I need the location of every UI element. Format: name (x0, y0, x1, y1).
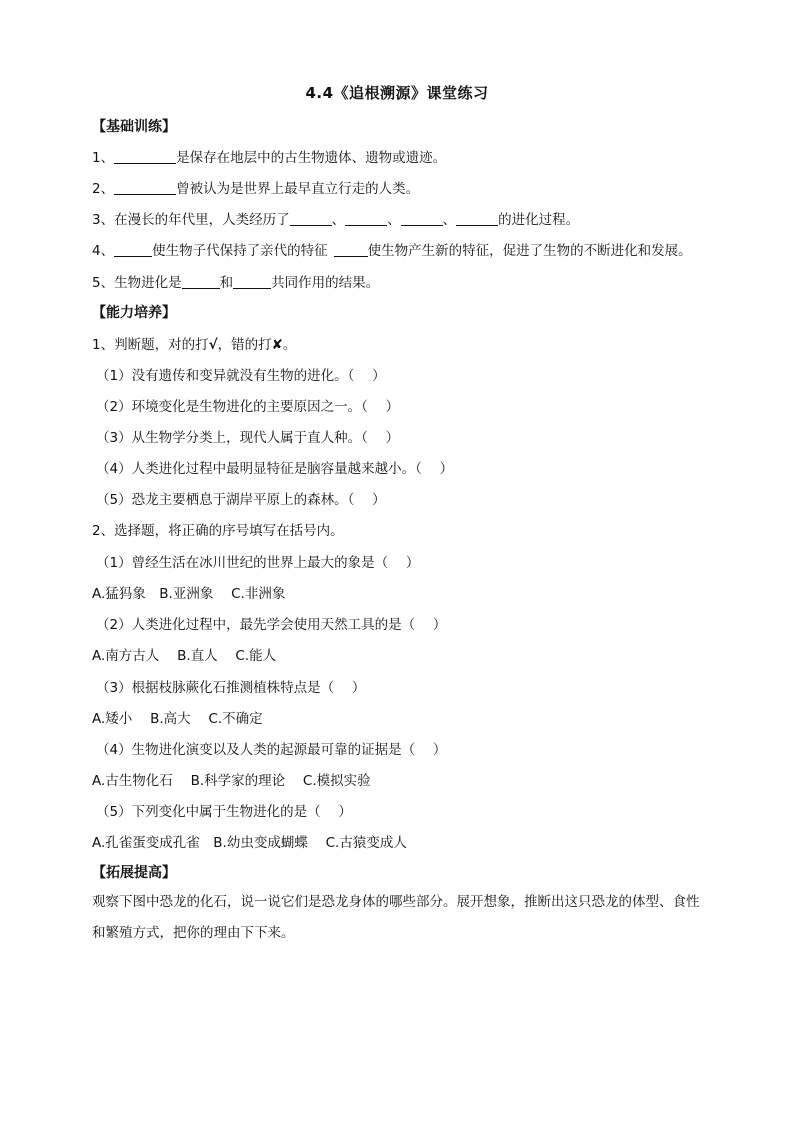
choice-question-4: （4）生物进化演变以及人类的起源最可靠的证据是（ ） (96, 742, 447, 758)
choice-options-2: A.南方古人 B.直人 C.能人 (92, 648, 277, 664)
choice-question-3: （3）根据枝脉蕨化石推测植株特点是（ ） (96, 680, 366, 696)
choice-question-2: （2）人类进化过程中，最先学会使用天然工具的是（ ） (96, 617, 447, 633)
q2-number: 2、 (92, 181, 115, 197)
q1-text: 是保存在地层中的古生物遗体、遗物或遗迹。 (176, 150, 447, 166)
answer-blank[interactable] (456, 211, 498, 226)
judge-item-5: （5）恐龙主要栖息于湖岸平原上的森林。（ ） (96, 492, 386, 508)
q5-text-a: 5、生物进化是 (92, 275, 182, 291)
answer-blank[interactable] (401, 211, 443, 226)
judge-item-4: （4）人类进化过程中最明显特征是脑容量越来越小。（ ） (96, 461, 454, 477)
judge-title-text: ，错的打 (217, 337, 272, 353)
answer-blank[interactable] (290, 211, 332, 226)
q3-text-end: 的进化过程。 (498, 212, 580, 228)
judge-title-text: 。 (282, 337, 297, 353)
basic-question-3 (92, 208, 579, 228)
q4-text-b: 使生物产生新的特征，促进了生物的不断进化和发展。 (367, 243, 692, 259)
section-basic-heading: 【基础训练】 (92, 119, 176, 135)
judge-title (92, 333, 296, 353)
choice-question-5: （5）下列变化中属于生物进化的是（ ） (96, 804, 352, 820)
check-mark-icon: √ (208, 337, 218, 353)
separator: 、 (331, 212, 346, 228)
answer-blank[interactable] (114, 149, 176, 164)
q5-text-c: 共同作用的结果。 (271, 275, 380, 291)
choice-options-1: A.猛犸象 B.亚洲象 C.非洲象 (92, 586, 286, 602)
answer-blank[interactable] (114, 180, 176, 195)
answer-blank[interactable] (334, 242, 368, 257)
judge-item-3: （3）从生物学分类上，现代人属于直人种。（ ） (96, 430, 400, 446)
judge-title-text: 1、判断题，对的打 (92, 337, 209, 353)
choice-options-3: A.矮小 B.高大 C.不确定 (92, 711, 263, 727)
q1-number: 1、 (92, 150, 115, 166)
answer-blank[interactable] (233, 274, 271, 289)
choice-options-4: A.古生物化石 B.科学家的理论 C.模拟实验 (92, 773, 371, 789)
answer-blank[interactable] (345, 211, 387, 226)
answer-blank[interactable] (114, 242, 152, 257)
cross-mark-icon: ✘ (271, 337, 283, 353)
judge-item-1: （1）没有遗传和变异就没有生物的进化。（ ） (96, 368, 386, 384)
choice-title: 2、选择题，将正确的序号填写在括号内。 (92, 523, 344, 539)
q2-text: 曾被认为是世界上最早直立行走的人类。 (176, 181, 420, 197)
basic-question-5 (92, 271, 379, 291)
judge-item-2: （2）环境变化是生物进化的主要原因之一。（ ） (96, 399, 400, 415)
basic-question-2 (92, 177, 419, 197)
separator: 、 (442, 212, 457, 228)
section-extend-heading: 【拓展提高】 (92, 865, 176, 881)
answer-blank[interactable] (182, 274, 220, 289)
separator: 、 (387, 212, 401, 228)
extend-paragraph: 观察下图中恐龙的化石，说一说它们是恐龙身体的哪些部分。展开想象，推断出这只恐龙的体型、食性和繁殖方式，把你的理由下下来。 (92, 894, 700, 941)
section-ability-heading: 【能力培养】 (92, 305, 176, 321)
page-title: 4.4《追根溯源》课堂练习 (305, 84, 489, 102)
q5-text-b: 和 (219, 275, 234, 291)
choice-question-1: （1）曾经生活在冰川世纪的世界上最大的象是（ ） (96, 555, 420, 571)
q3-text-start: 3、在漫长的年代里，人类经历了 (92, 212, 290, 228)
q4-text-a: 使生物子代保持了亲代的特征 (152, 243, 328, 259)
basic-question-4 (92, 239, 692, 259)
choice-options-5: A.孔雀蛋变成孔雀 B.幼虫变成蝴蝶 C.古猿变成人 (92, 835, 407, 851)
basic-question-1 (92, 146, 446, 166)
q4-number: 4、 (92, 243, 115, 259)
